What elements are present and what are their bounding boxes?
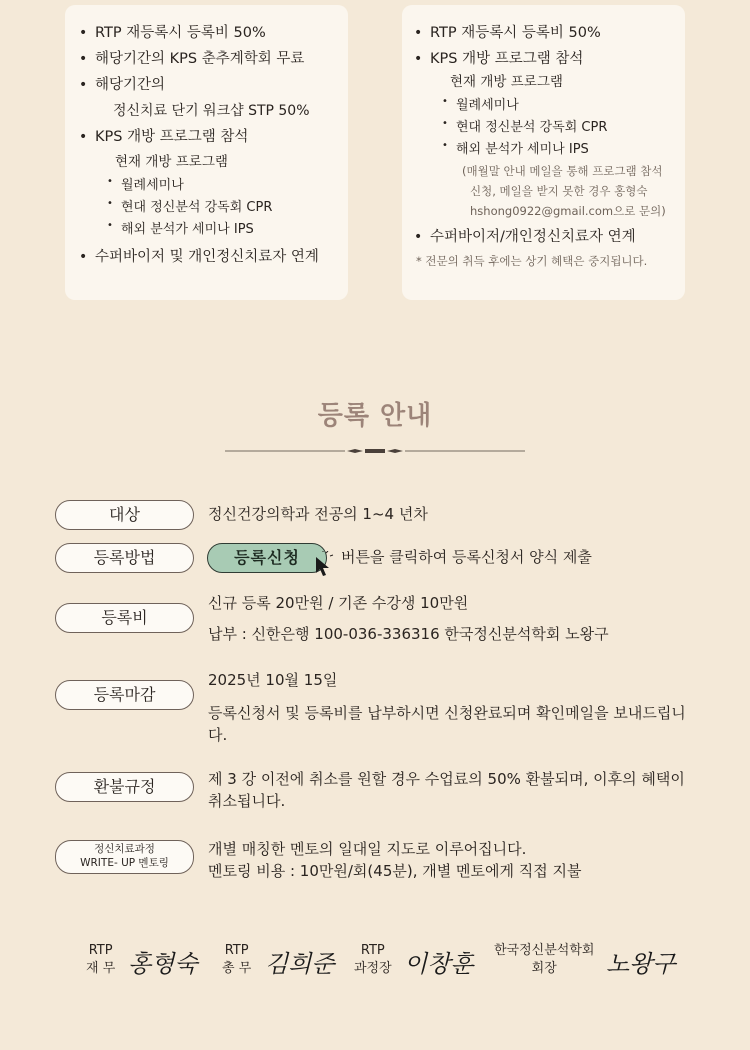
- label-refund: 환불규정: [55, 772, 194, 802]
- program-note-email: hshong0922@gmail.com으로 문의): [470, 204, 666, 218]
- signature-org: 한국정신분석학회: [494, 943, 595, 958]
- ornament-divider: [225, 448, 525, 454]
- signature-role: 과정장: [354, 961, 392, 976]
- mentoring-line-2: 멘토링 비용 : 10만원/회(45분), 개별 멘토에게 직접 지불: [208, 862, 582, 880]
- program-item: • 현대 정신분석 강독회 CPR: [95, 197, 348, 219]
- program-note: 신청, 메일을 받지 못한 경우 홍형숙: [470, 184, 648, 198]
- benefits-footnote: * 전문의 취득 후에는 상기 혜택은 중지됩니다.: [416, 254, 648, 268]
- benefit-item: • RTP 재등록시 등록비 50%: [79, 23, 348, 43]
- fee-line-1: 신규 등록 20만원 / 기존 수강생 10만원: [208, 594, 469, 612]
- program-item: • 해외 분석가 세미나 IPS: [95, 219, 348, 241]
- deadline-date: 2025년 10월 15일: [208, 671, 338, 689]
- program-heading: 현재 개방 프로그램: [450, 74, 563, 90]
- program-item: • 월례세미나: [430, 95, 685, 117]
- fee-line-2: 납부 : 신한은행 100-036-336316 한국정신분석학회 노왕구: [208, 625, 609, 643]
- section-title: 등록 안내: [317, 401, 433, 431]
- benefit-item-text: 해당기간의: [95, 77, 166, 93]
- signature-role: 재 무: [86, 961, 116, 976]
- signature-org: RTP: [360, 943, 385, 958]
- mentoring-line-1: 개별 매칭한 멘토의 일대일 지도로 이루어집니다.: [208, 840, 527, 858]
- signature-name: 이창훈: [404, 950, 474, 978]
- label-deadline: 등록마감: [55, 680, 194, 710]
- benefit-item-continuation: 정신치료 단기 워크샵 STP 50%: [113, 103, 310, 119]
- benefit-item: [414, 49, 685, 221]
- signature-title: [354, 942, 392, 978]
- refund-text: 제 3 강 이전에 취소를 원할 경우 수업료의 50% 환불되며, 이후의 혜택이 취소됩니다.: [208, 770, 685, 810]
- benefit-item: • 수퍼바이저/개인정신치료자 연계: [414, 227, 685, 247]
- signature-title: [222, 942, 251, 978]
- program-list: [430, 95, 685, 161]
- benefits-list-right: [414, 23, 685, 247]
- signature-title: [494, 942, 594, 978]
- benefit-item: [79, 75, 348, 121]
- program-item: • 월례세미나: [95, 175, 348, 197]
- program-note: (매월말 안내 메일을 통해 프로그램 참석: [462, 164, 663, 178]
- signature-title: [86, 942, 115, 978]
- program-item: • 현대 정신분석 강독회 CPR: [430, 117, 685, 139]
- signature-org: RTP: [224, 943, 249, 958]
- signature-name: 김희준: [265, 950, 335, 978]
- label-method: 등록방법: [55, 543, 194, 573]
- program-list: [95, 175, 348, 241]
- register-button[interactable]: 등록신청: [207, 543, 327, 573]
- benefits-list-left: [79, 23, 348, 267]
- signature-role: 총 무: [222, 961, 252, 976]
- label-fee: 등록비: [55, 603, 194, 633]
- benefit-item: • 해당기간의 KPS 춘추계학회 무료: [79, 49, 348, 69]
- benefit-item: • 수퍼바이저 및 개인정신치료자 연계: [79, 247, 348, 267]
- label-mentoring: [55, 840, 194, 874]
- signature-org: RTP: [88, 943, 113, 958]
- benefits-card-right: [402, 5, 685, 300]
- label-target: 대상: [55, 500, 194, 530]
- benefit-item-text: KPS 개방 프로그램 참석: [95, 129, 249, 145]
- signature-role: 회장: [531, 961, 557, 976]
- program-item: • 해외 분석가 세미나 IPS: [430, 139, 685, 161]
- signature-name: 홍형숙: [128, 950, 198, 978]
- benefit-item: • RTP 재등록시 등록비 50%: [414, 23, 685, 43]
- deadline-text: 등록신청서 및 등록비를 납부하시면 신청완료되며 확인메일을 보내드립니다.: [208, 704, 686, 744]
- benefit-item-text: KPS 개방 프로그램 참석: [430, 51, 584, 67]
- method-text: 버튼을 클릭하여 등록신청서 양식 제출: [341, 548, 592, 566]
- signature-name: 노왕구: [606, 950, 676, 978]
- benefits-card-left: [65, 5, 348, 300]
- benefit-item: [79, 127, 348, 241]
- mentoring-label-line-2: WRITE- UP 멘토링: [80, 857, 169, 869]
- mentoring-label-line-1: 정신치료과정: [94, 843, 155, 855]
- target-value: 정신건강의학과 전공의 1~4 년차: [208, 505, 428, 523]
- program-heading: 현재 개방 프로그램: [115, 154, 228, 170]
- cursor-icon: [312, 551, 334, 577]
